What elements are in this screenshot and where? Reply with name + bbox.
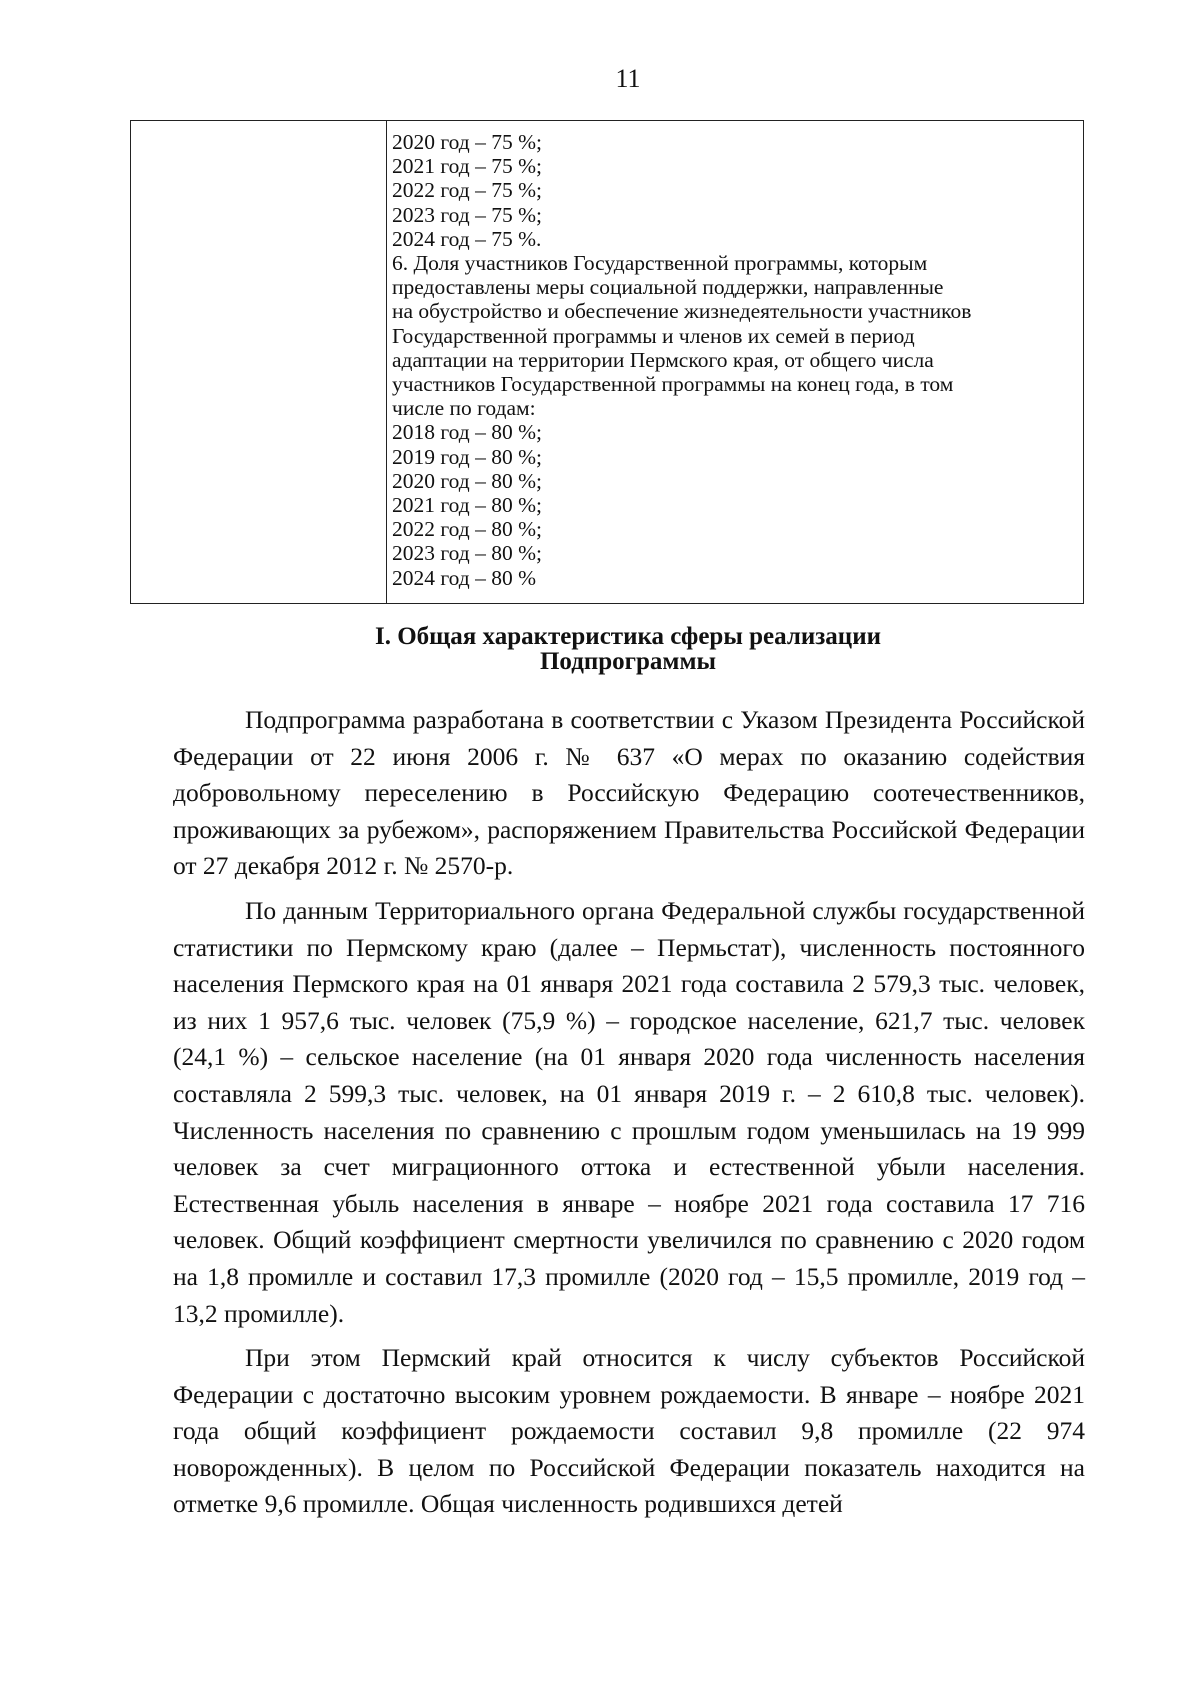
table-line: 6. Доля участников Государственной программы, которым [392, 251, 928, 276]
table-cell-empty [131, 121, 387, 603]
table-line: 2021 год – 80 %; [392, 493, 542, 518]
page-number: 11 [615, 64, 641, 93]
table-line: 2024 год – 75 %. [392, 226, 542, 251]
table-line: 2018 год – 80 %; [392, 420, 542, 445]
table-line: Государственной программы и членов их семей в период [392, 323, 915, 348]
table-line: 2021 год – 75 %; [392, 154, 542, 179]
paragraph: По данным Территориального органа Федеральной службы государственной статистики по Пермскому краю (далее – Пермьстат), численность постоянного населения Пермского края на 01 января 2021 года составила 2 579,3 тыс. человек, из них 1 957,6 тыс. человек (75,9 %) – городское население, 621,7 тыс. человек (24,1 %) – сельское население (на 01 января 2020 года численность населения составляла 2 599,3 тыс. человек, на 01 января 2019 г. – 2 610,8 тыс. человек). Численность населения по сравнению с прошлым годом уменьшилась на 19 999 человек за счет миграционного оттока и естественной убыли населения. Естественная убыль населения в январе – ноябре 2021 года составила 17 716 человек. Общий коэффициент смертности увеличился по сравнению с 2020 годом на 1,8 промилле и составил 17,3 промилле (2020 год – 15,5 промилле, 2019 год – 13,2 промилле). [173, 895, 1085, 1328]
table-line: адаптации на территории Пермского края, от общего числа [392, 347, 934, 372]
table-line: 2019 год – 80 %; [392, 444, 542, 469]
body-text [173, 702, 1085, 1531]
table-line: 2023 год – 80 %; [392, 541, 542, 566]
table-line: 2020 год – 75 %; [392, 130, 542, 154]
table-line: 2023 год – 75 %; [392, 202, 542, 227]
section-heading-line: I. Общая характеристика сферы реализации [374, 623, 882, 650]
section-heading-line: Подпрограммы [539, 648, 716, 675]
paragraph: При этом Пермский край относится к числу субъектов Российской Федерации с достаточно высоким уровнем рождаемости. В январе – ноябре 2021 года общий коэффициент рождаемости составил 9,8 промилле (22 974 новорожденных). В целом по Российской Федерации показатель находится на отметке 9,6 промилле. Общая численность родившихся детей [173, 1343, 1085, 1519]
passport-table [130, 120, 1084, 604]
paragraph: Подпрограмма разработана в соответствии с Указом Президента Российской Федерации от 22 июня 2006 г. № 637 «О мерах по оказанию содействия добровольному переселению в Российскую Федерацию соотечественников, проживающих за рубежом», распоряжением Правительства Российской Федерации от 27 декабря 2012 г. № 2570-р. [173, 705, 1085, 881]
table-line: 2022 год – 75 %; [392, 178, 542, 203]
table-line: 2024 год – 80 % [392, 565, 537, 590]
table-cell-indicators [387, 121, 1083, 603]
table-line: предоставлены меры социальной поддержки, направленные [392, 275, 944, 300]
table-line: участников Государственной программы на конец года, в том [392, 372, 954, 397]
section-heading [0, 624, 1200, 674]
table-line: 2022 год – 80 %; [392, 517, 542, 542]
table-line: 2020 год – 80 %; [392, 468, 542, 493]
table-line: числе по годам: [392, 396, 536, 421]
table-line: на обустройство и обеспечение жизнедеятельности участников [392, 299, 972, 324]
